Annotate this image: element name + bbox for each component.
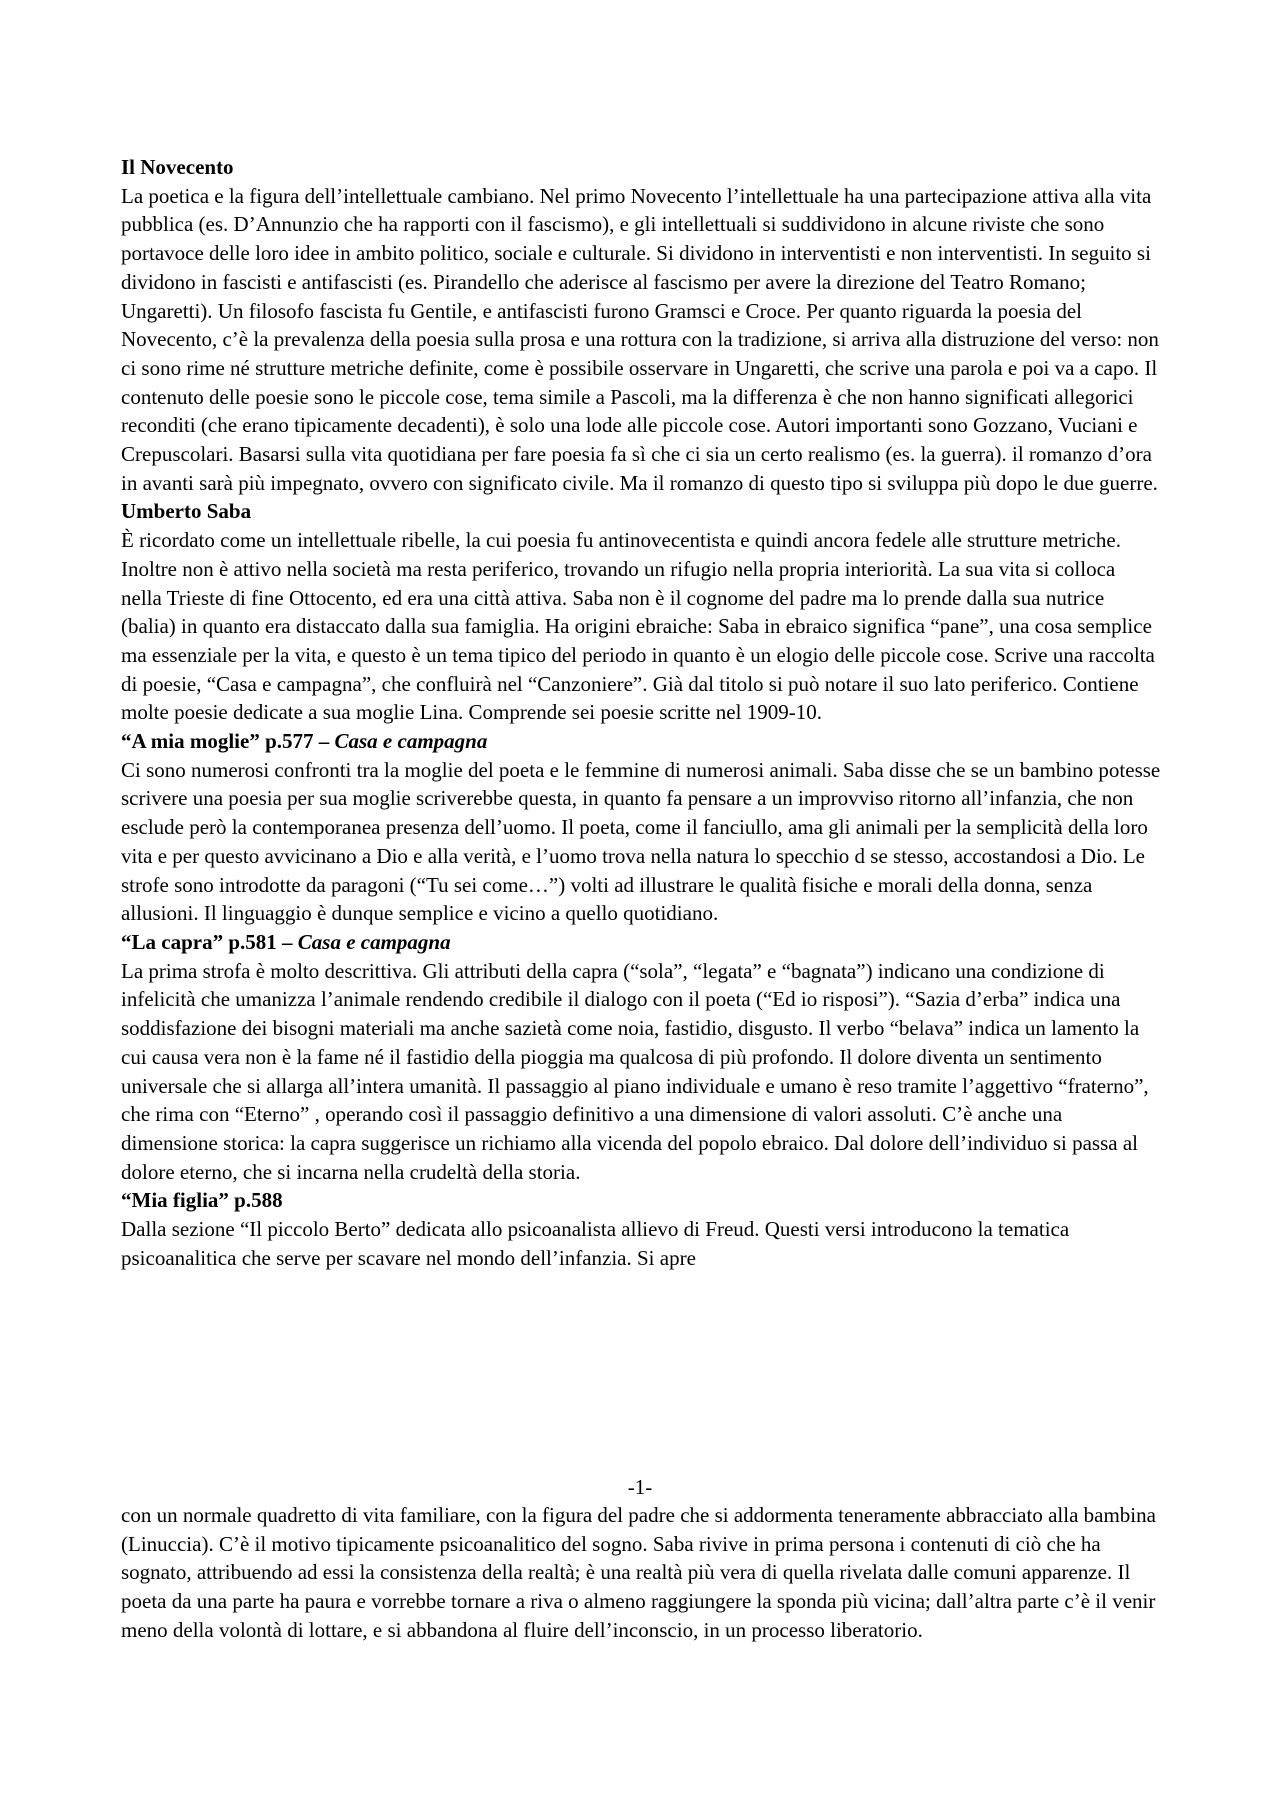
continuation-body: con un normale quadretto di vita familiare, con la figura del padre che si addormenta teneramente abbracciato alla bambina (Linuccia). C’è il motivo tipicamente psicoanalitico del sogno. Saba rivive in prima persona i contenuti di ciò che ha sognato, attribuendo ad essi la consistenza della realtà; è una realtà più vera di quella rivelata dalle comuni apparenze. Il poeta da una parte ha paura e vorrebbe tornare a riva o almeno raggiungere la sponda più vicina; dall’altra parte c’è il venir meno della volontà di lottare, e si abbandona al fluire dell’inconscio, in un processo liberatorio. <box>121 1503 1156 1642</box>
section-heading-la-capra <box>121 928 1161 957</box>
document-page-1 <box>121 153 1161 1272</box>
heading-work-a-mia-moglie: Casa e campagna <box>334 729 488 754</box>
page-number: -1- <box>627 1475 653 1499</box>
section-heading-novecento: Il Novecento <box>121 155 234 179</box>
section-body-la-capra: La prima strofa è molto descrittiva. Gli attributi della capra (“sola”, “legata” e “bagnata”) indicano una condizione di infelicità che umanizza l’animale rendendo credibile il dialogo con il poeta (“Ed io risposi”). “Sazia d’erba” indica una soddisfazione dei bisogni materiali ma anche sazietà come noia, fastidio, disgusto. Il verbo “belava” indica un lamento la cui causa vera non è la fame né il fastidio della pioggia ma qualcosa di più profondo. Il dolore diventa un sentimento universale che si allarga all’intera umanità. Il passaggio al piano individuale e umano è reso tramite l’aggettivo “fraterno”, che rima con “Eterno” , operando così il passaggio definitivo a una dimensione di valori assoluti. C’è anche una dimensione storica: la capra suggerisce un richiamo alla vicenda del popolo ebraico. Dal dolore dell’individuo si passa al dolore eterno, che si incarna nella crudeltà della storia. <box>121 958 1149 1184</box>
section-body-mia-figlia: Dalla sezione “Il piccolo Berto” dedicata allo psicoanalista allievo di Freud. Questi versi introducono la tematica psicoanalitica che serve per scavare nel mondo dell’infanzia. Si apre <box>121 1217 1070 1270</box>
section-heading-saba: Umberto Saba <box>121 499 252 524</box>
section-body-a-mia-moglie: Ci sono numerosi confronti tra la moglie del poeta e le femmine di numerosi animali. Saba disse che se un bambino potesse scrivere una poesia per sua moglie scriverebbe questa, in quanto fa pensare a un improvviso ritorno all’infanzia, che non esclude però la contemporanea presenza dell’uomo. Il poeta, come il fanciullo, ama gli animali per la semplicità della loro vita e per questo avvicinano a Dio e alla verità, e l’uomo trova nella natura lo specchio d se stesso, accostandosi a Dio. Le strofe sono introdotte da paragoni (“Tu sei come…”) volti ad illustrare le qualità fisiche e morali della donna, senza allusioni. Il linguaggio è dunque semplice e vicino a quello quotidiano. <box>121 757 1161 926</box>
heading-title-la-capra: “La capra” p.581 – <box>121 929 298 954</box>
section-body-novecento: La poetica e la figura dell’intellettuale cambiano. Nel primo Novecento l’intellettuale ha una partecipazione attiva alla vita pubblica (es. D’Annunzio che ha rapporti con il fascismo), e gli intellettuali si suddividono in alcune riviste che sono portavoce delle loro idee in ambito politico, sociale e culturale. Si dividono in interventisti e non interventisti. In seguito si dividono in fascisti e antifascisti (es. Pirandello che aderisce al fascismo per avere la direzione del Teatro Romano; Ungaretti). Un filosofo fascista fu Gentile, e antifascisti furono Gramsci e Croce. Per quanto riguarda la poesia del Novecento, c’è la prevalenza della poesia sulla prosa e una rottura con la tradizione, si arriva alla distruzione del verso: non ci sono rime né strutture metriche definite, come è possibile osservare in Ungaretti, che scrive una parola e poi va a capo. Il contenuto delle poesie sono le piccole cose, tema simile a Pascoli, ma la differenza è che non hanno significati allegorici reconditi (che erano tipicamente decadenti), è solo una lode alle piccole cose. Autori importanti sono Gozzano, Vuciani e Crepuscolari. Basarsi sulla vita quotidiana per fare poesia fa sì che ci sia un certo realismo (es. la guerra). il romanzo d’ora in avanti sarà più impegnato, ovvero con significato civile. Ma il romanzo di questo tipo si sviluppa più dopo le due guerre. <box>121 183 1159 495</box>
section-body-saba: È ricordato come un intellettuale ribelle, la cui poesia fu antinovecentista e quindi ancora fedele alle strutture metriche. Inoltre non è attivo nella società ma resta periferico, trovando un rifugio nella propria interiorità. La sua vita si colloca nella Trieste di fine Ottocento, ed era una città attiva. Saba non è il cognome del padre ma lo prende dalla sua nutrice (balia) in quanto era distaccato dalla sua famiglia. Ha origini ebraiche: Saba in ebraico significa “pane”, una cosa semplice ma essenziale per la vita, e questo è un tema tipico del periodo in quanto è un elogio delle piccole cose. Scrive una raccolta di poesie, “Casa e campagna”, che confluirà nel “Canzoniere”. Già dal titolo si può notare il suo lato periferico. Contiene molte poesie dedicate a sua moglie Lina. Comprende sei poesie scritte nel 1909-10. <box>121 528 1155 725</box>
heading-title-a-mia-moglie: “A mia moglie” p.577 – <box>121 729 335 754</box>
document-page-2 <box>121 1501 1161 1645</box>
heading-work-la-capra: Casa e campagna <box>297 929 451 954</box>
section-heading-a-mia-moglie <box>121 727 1161 756</box>
section-heading-mia-figlia: “Mia figlia” p.588 <box>121 1188 283 1213</box>
